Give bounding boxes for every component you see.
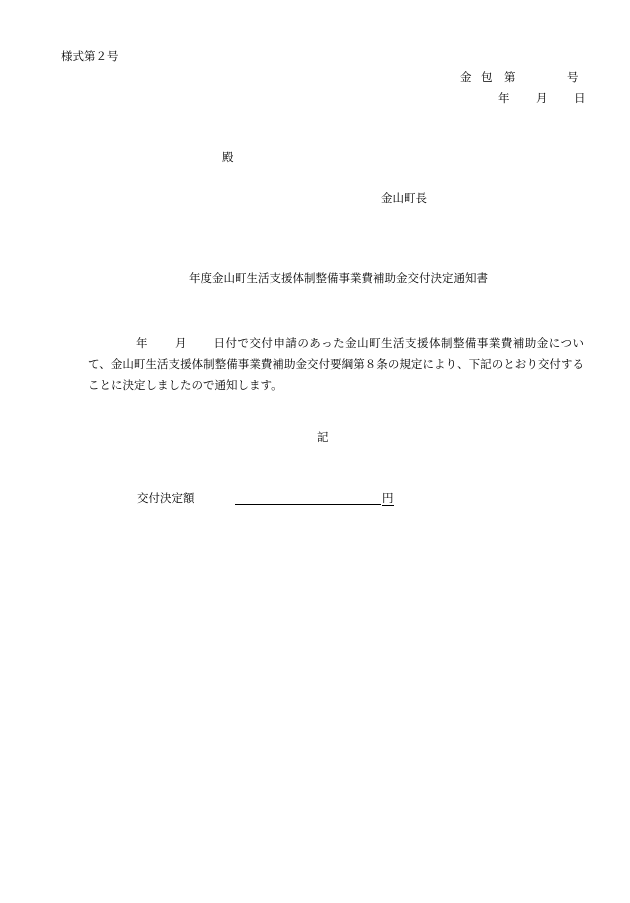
- body-date-year: 年: [136, 336, 148, 350]
- notice-number-prefix-kin: 金: [460, 70, 472, 84]
- notice-number-line: [460, 72, 579, 84]
- sender-title: 金山町長: [381, 191, 427, 205]
- notice-number-prefix-hou: 包: [481, 70, 493, 84]
- grant-amount-label: 交付決定額: [137, 491, 195, 505]
- issue-date-year: 年: [498, 91, 510, 105]
- issue-date-month: 月: [536, 91, 548, 105]
- document-title: 年度金山町生活支援体制整備事業費補助金交付決定通知書: [189, 271, 488, 285]
- addressee-honorific: 殿: [222, 150, 234, 164]
- grant-amount-field[interactable]: [235, 492, 381, 505]
- ki-heading: 記: [317, 430, 329, 444]
- grant-amount-unit: 円: [382, 491, 394, 505]
- body-text: 日付で交付申請のあった金山町生活支援体制整備事業費補助金について、金山町生活支援体制整備事業費補助金交付要綱第８条の規定により、下記のとおり交付することに決定しましたので通知します。: [88, 336, 584, 392]
- notice-number-suffix: 号: [567, 70, 579, 84]
- form-number: 様式第２号: [61, 49, 119, 63]
- body-date-month: 月: [175, 336, 187, 350]
- issue-date-line: [498, 93, 586, 105]
- body-paragraph: [88, 333, 584, 396]
- issue-date-day: 日: [574, 91, 586, 105]
- notice-number-prefix-dai: 第: [504, 70, 516, 84]
